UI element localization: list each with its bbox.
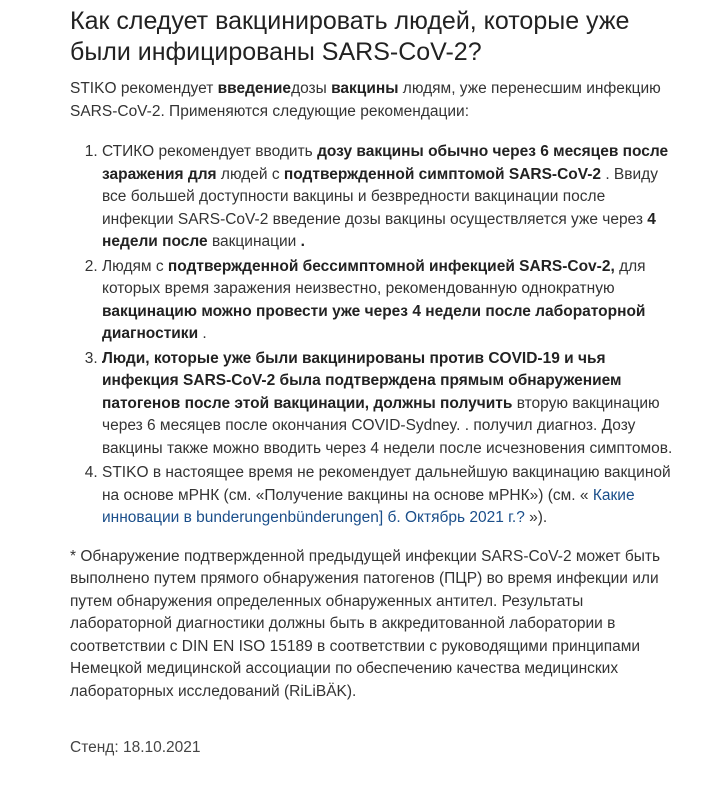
item-bold: вакцинацию можно провести уже через 4 недели после лабораторной диагностики: [102, 302, 646, 342]
list-item: [102, 256, 681, 346]
list-item: [102, 462, 681, 530]
innovations-link[interactable]: Какие инновации в bunderungenbünderungen] б. Октябрь 2021 г.?: [102, 486, 635, 526]
intro-paragraph: [70, 78, 681, 123]
intro-text-3: людям, уже перенесшим инфекцию SARS-CoV-2. Применяются следующие рекомендации:: [70, 80, 661, 120]
item-text: »).: [524, 509, 548, 526]
item-text: Людям с: [102, 257, 168, 275]
stand-date: Стенд: 18.10.2021: [70, 739, 201, 756]
page-title: Как следует вакцинировать людей, которые уже были инфицированы SARS-CoV-2?: [70, 7, 630, 66]
intro-bold-1: введение: [217, 80, 292, 97]
item-bold: подтвержденной симптомой SARS-CoV-2: [283, 165, 602, 183]
item-bold: подтвержденной бессимптомной инфекцией SARS-Cov-2,: [167, 257, 615, 275]
item-text: людей с: [216, 165, 284, 183]
intro-text-1: STIKO рекомендует: [70, 80, 218, 97]
recommendations-list: [70, 141, 681, 530]
item-bold: .: [300, 233, 305, 250]
item-bold: дозу вакцины обычно через 6 месяцев после заражения для: [102, 143, 669, 183]
intro-text-2: дозы: [291, 80, 332, 97]
item-text: вакцинации: [207, 233, 301, 250]
item-text: . Ввиду все большей доступности вакцины и безвредности вакцинации после инфекции SARS-CoV-2 введение дозы вакцины осуществляется уже через: [102, 165, 658, 228]
item-text: .: [198, 325, 207, 342]
list-item: [102, 348, 681, 461]
list-item: [102, 141, 681, 254]
item-text: STIKO в настоящее время не рекомендует дальнейшую вакцинацию вакциной на основе мРНК (см. «Получение вакцины на основе мРНК») (см. «: [102, 464, 671, 504]
item-bold: 4 недели после: [102, 210, 656, 250]
intro-bold-2: вакцины: [331, 80, 399, 97]
footnote: * Обнаружение подтвержденной предыдущей инфекции SARS-CoV-2 может быть выполнено путем прямого обнаружения патогенов (ПЦР) во время инфекции или путем обнаружения определенных обнаруженных антител. Результаты лабораторной диагностики должны быть в аккредитованной лаборатории в соответствии с DIN EN ISO 15189 в соответствии с руководящими принципами Немецкой медицинской ассоциации по обеспечению качества медицинских лабораторных исследований (RiLiBÄK).: [70, 547, 661, 700]
item-text: для которых время заражения неизвестно, рекомендованную однократную: [102, 257, 646, 297]
item-text: СТИКО рекомендует вводить: [102, 143, 318, 160]
item-text: вторую вакцинацию через 6 месяцев после окончания COVID-Sydney. . получил диагноз. Дозу вакцины также можно вводить через 4 недели после исчезновения симптомов.: [102, 394, 673, 457]
item-bold: Люди, которые уже были вакцинированы против COVID-19 и чья инфекция SARS-CoV-2 была подтверждена прямым обнаружением патогенов после этой вакцинации, должны получить: [102, 349, 622, 412]
